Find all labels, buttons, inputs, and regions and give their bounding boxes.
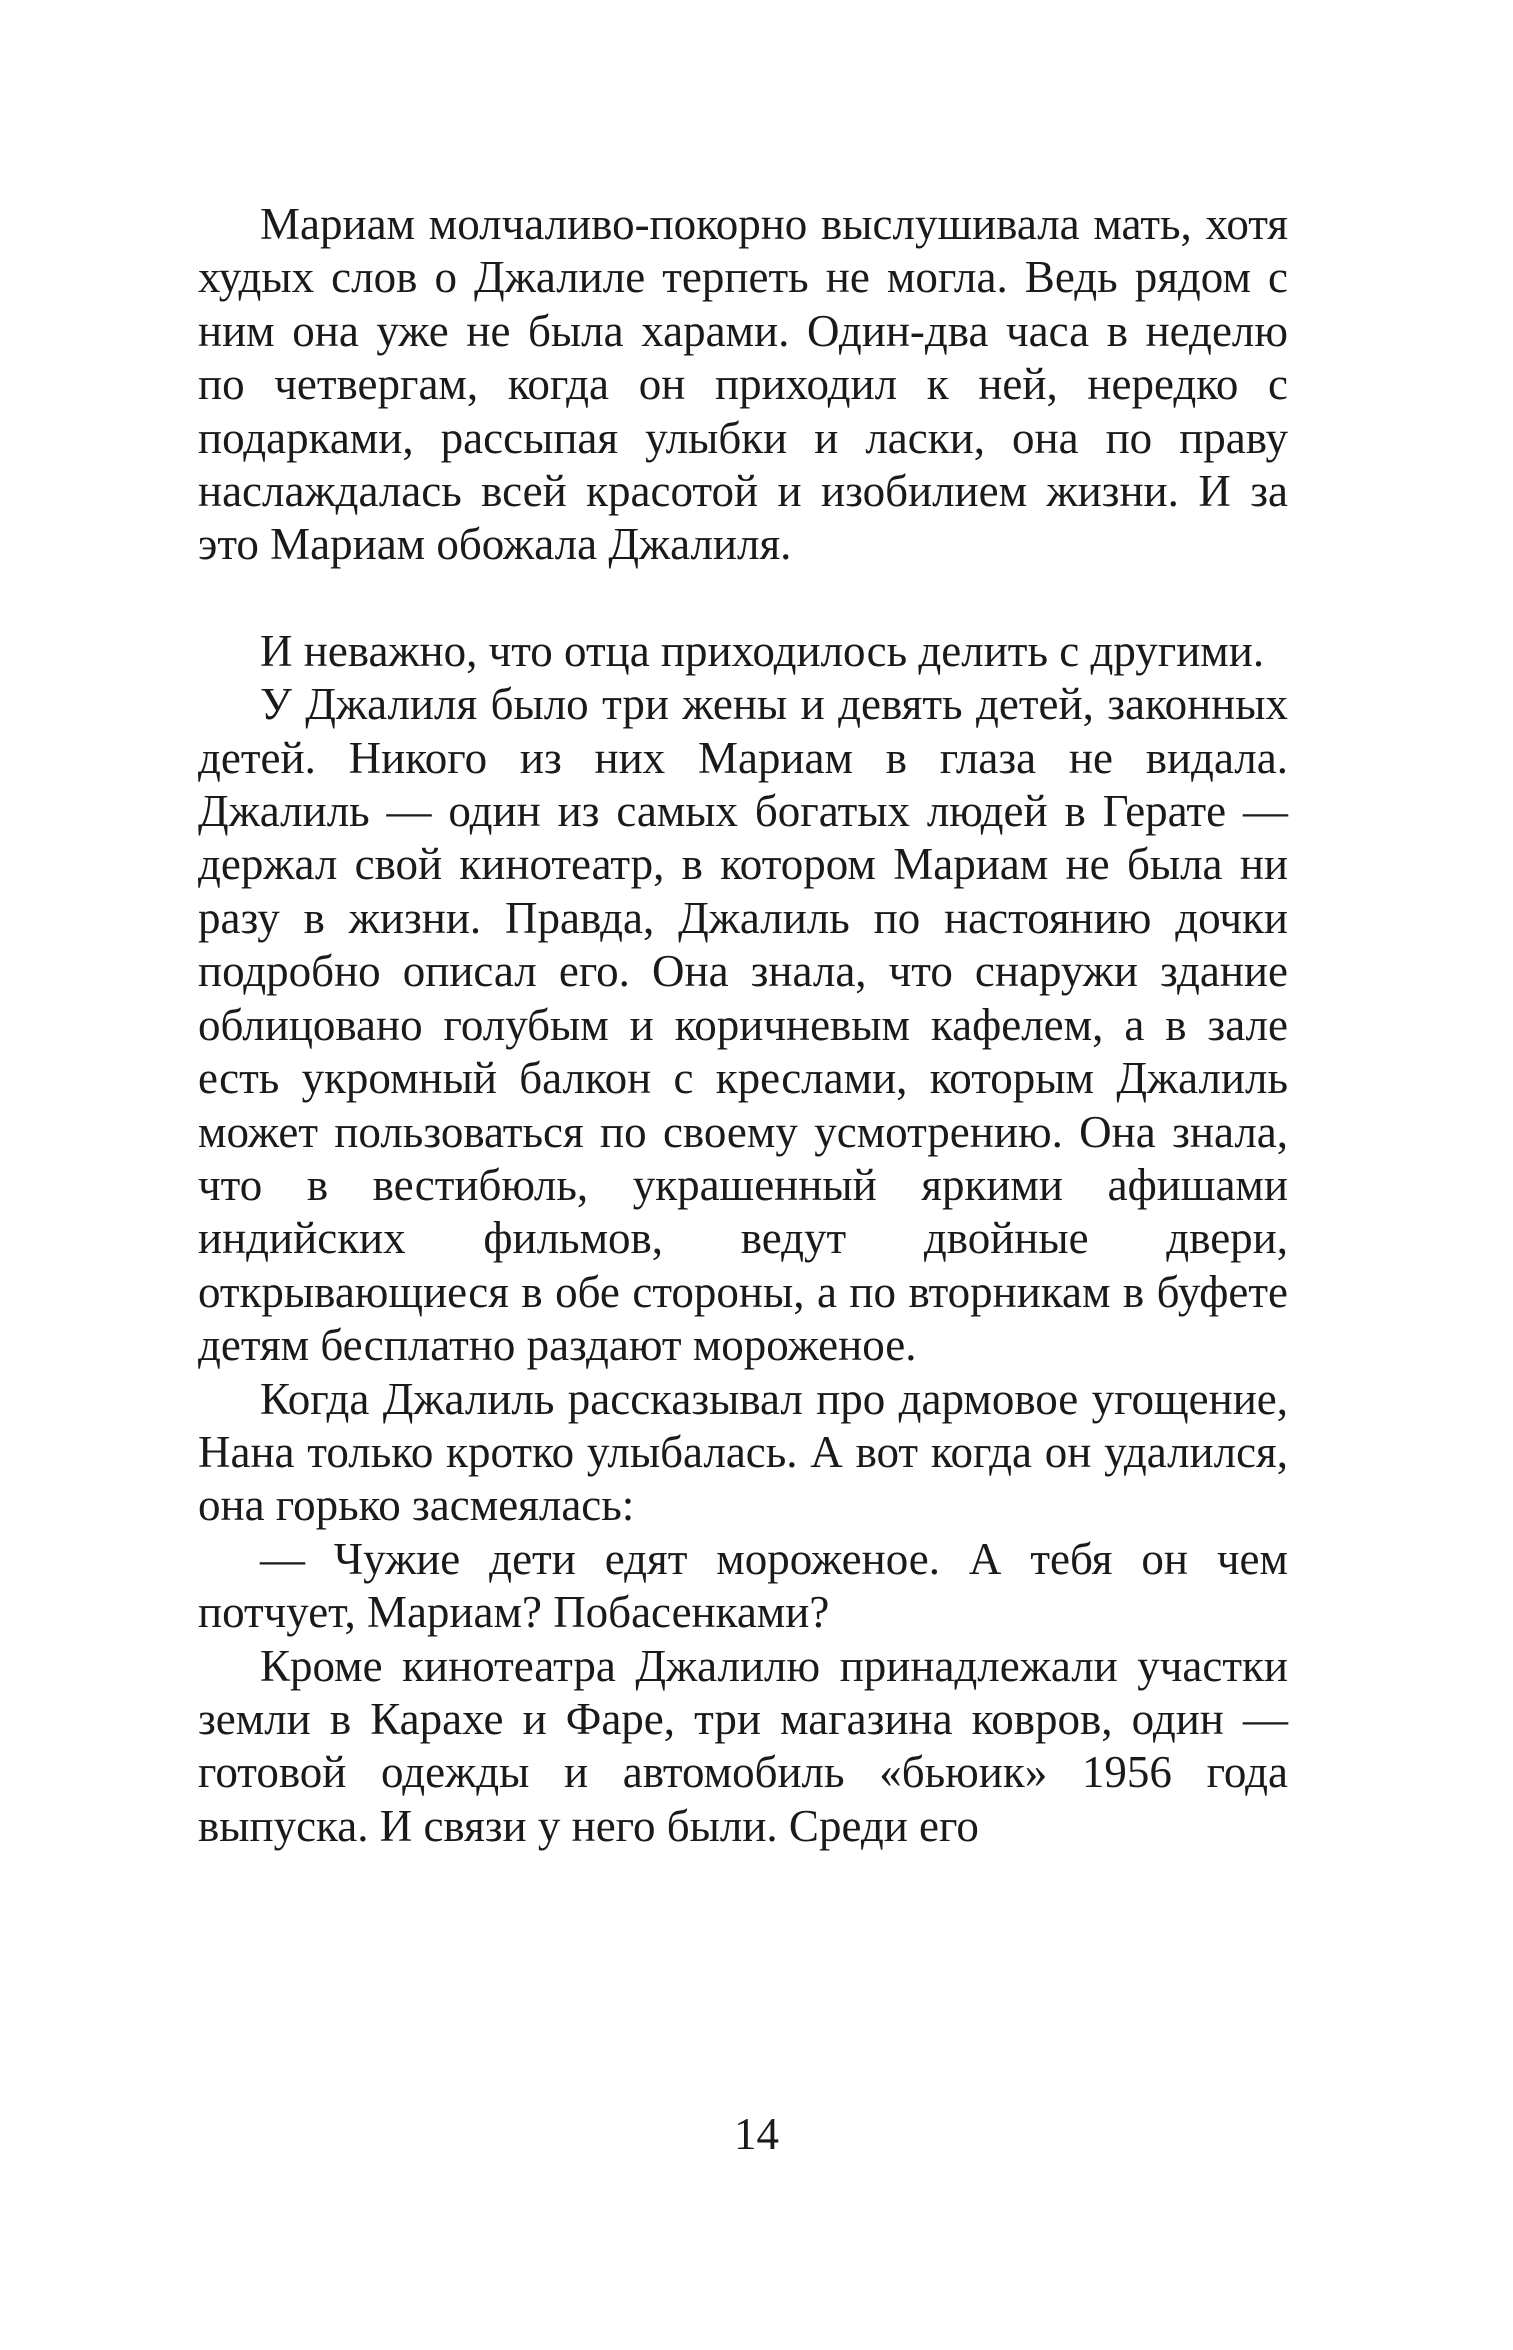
paragraph: Когда Джалиль рассказывал про дармовое угощение, Нана только кротко улыбалась. А вот когда он удалился, она горько засмеялась: <box>198 1373 1288 1531</box>
paragraph: Мариам молчаливо-покорно выслушивала мать, хотя худых слов о Джалиле терпеть не могла. Ведь рядом с ним она уже не была харами. Один-два часа в неделю по четвергам, когда он приходил к ней, нередко с подарками, рассыпая улыбки и ласки, она по праву наслаждалась всей красотой и изобилием жизни. И за это Мариам обожала Джалиля. <box>198 199 1288 570</box>
paragraph: У Джалиля было три жены и девять детей, законных детей. Никого из них Мариам в глаза не видала. Джалиль — один из самых богатых людей в Герате — держал свой кинотеатр, в котором Мариам не была ни разу в жизни. Правда, Джалиль по настоянию дочки подробно описал его. Она знала, что снаружи здание облицовано голубым и коричневым кафелем, а в зале есть укромный балкон с креслами, которым Джалиль может пользоваться по своему усмотрению. Она знала, что в вестибюль, украшенный яркими афишами индийских фильмов, ведут двойные двери, открывающиеся в обе стороны, а по вторникам в буфете детям бесплатно раздают мороженое. <box>198 679 1288 1371</box>
body-text <box>198 198 1288 1853</box>
paragraph: И неважно, что отца приходилось делить с другими. <box>260 625 1265 676</box>
dialogue-line: — Чужие дети едят мороженое. А тебя он чем потчует, Мариам? Побасенками? <box>198 1533 1288 1638</box>
paragraph: Кроме кинотеатра Джалилю принадлежали участки земли в Карахе и Фаре, три магазина ковров, один — готовой одежды и автомобиль «бьюик» 1956 года выпуска. И связи у него были. Среди его <box>198 1640 1288 1851</box>
page-number: 14 <box>734 2109 779 2159</box>
